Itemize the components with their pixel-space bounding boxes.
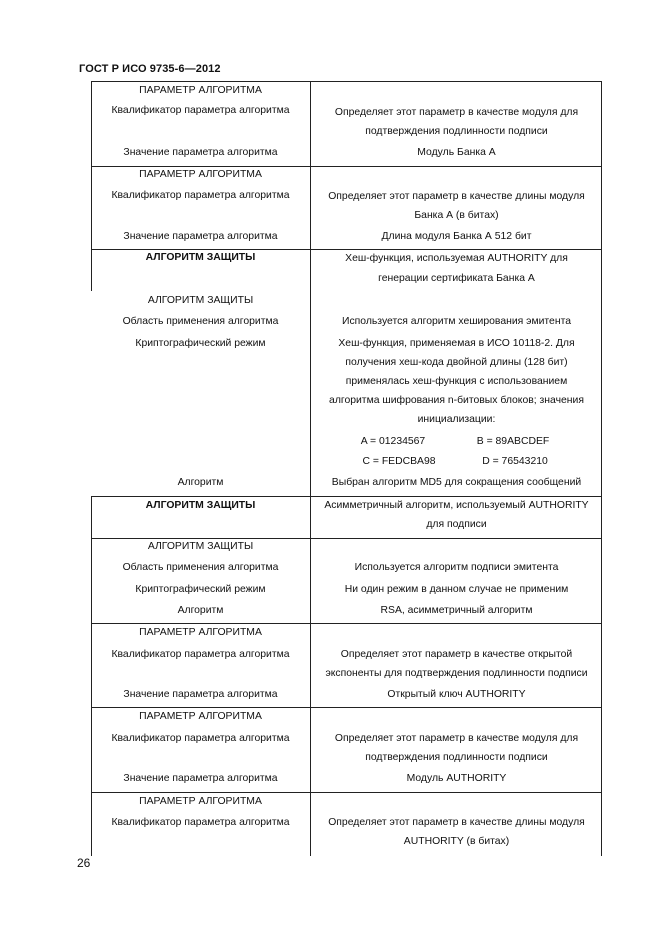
- qualifier-value: Определяет этот параметр в качестве открытой: [340, 649, 573, 660]
- qualifier-label: Квалификатор параметра алгоритма: [111, 733, 290, 744]
- qualifier-value: Определяет этот параметр в качестве модуля для: [334, 107, 579, 118]
- row-separator: [91, 249, 602, 250]
- crypto-mode-value: Хеш-функция, применяемая в ИСО 10118-2. Для: [338, 338, 575, 349]
- security-algorithm-title: АЛГОРИТМ ЗАЩИТЫ: [145, 252, 256, 263]
- security-algorithm-title: АЛГОРИТМ ЗАЩИТЫ: [145, 500, 256, 511]
- crypto-mode-label: Криптографический режим: [135, 338, 266, 349]
- value-label: Значение параметра алгоритма: [123, 689, 278, 700]
- qualifier-label: Квалификатор параметра алгоритма: [111, 649, 290, 660]
- param-heading: ПАРАМЕТР АЛГОРИТМА: [139, 711, 262, 722]
- crypto-mode-value: инициализации:: [417, 414, 496, 425]
- qualifier-label: Квалификатор параметра алгоритма: [111, 105, 290, 116]
- param-heading: ПАРАМЕТР АЛГОРИТМА: [139, 627, 262, 638]
- document-title: ГОСТ Р ИСО 9735-6—2012: [79, 63, 221, 75]
- algorithm-value: RSA, асимметричный алгоритм: [380, 605, 533, 616]
- row-separator: [91, 166, 602, 167]
- value-label: Значение параметра алгоритма: [123, 147, 278, 158]
- qualifier-label: Квалификатор параметра алгоритма: [111, 817, 290, 828]
- value-value: Модуль AUTHORITY: [406, 773, 507, 784]
- algorithm-label: Алгоритм: [177, 605, 224, 616]
- row-separator: [91, 792, 602, 793]
- qualifier-label: Квалификатор параметра алгоритма: [111, 190, 290, 201]
- param-heading: ПАРАМЕТР АЛГОРИТМА: [139, 169, 262, 180]
- value-label: Значение параметра алгоритма: [123, 231, 278, 242]
- init-value-b: B = 89ABCDEF: [476, 436, 550, 447]
- scope-label: Область применения алгоритма: [122, 562, 279, 573]
- security-algorithm-subheading: АЛГОРИТМ ЗАЩИТЫ: [147, 295, 254, 306]
- qualifier-value: Определяет этот параметр в качестве длины модуля: [328, 817, 585, 828]
- page-number: 26: [77, 856, 91, 870]
- crypto-mode-value: алгоритма шифрования n-битовых блоков; значения: [329, 395, 584, 406]
- security-algorithm-desc: генерации сертификата Банка А: [378, 273, 535, 284]
- security-algorithm-desc: для подписи: [426, 519, 487, 530]
- scope-label: Область применения алгоритма: [122, 316, 279, 327]
- qualifier-value: экспоненты для подтверждения подлинности подписи: [325, 668, 588, 679]
- table-top-border: [91, 81, 602, 82]
- init-value-a: A = 01234567: [360, 436, 426, 447]
- qualifier-value: подтверждения подлинности подписи: [365, 752, 548, 763]
- row-separator: [91, 623, 602, 624]
- scope-value: Используется алгоритм подписи эмитента: [354, 562, 559, 573]
- qualifier-value: Определяет этот параметр в качестве модуля для: [334, 733, 579, 744]
- scope-value: Используется алгоритм хеширования эмитента: [341, 316, 571, 327]
- value-value: Модуль Банка А: [417, 147, 496, 158]
- row-separator: [91, 707, 602, 708]
- crypto-mode-value: применялась хеш-функция с использованием: [345, 376, 568, 387]
- qualifier-value: AUTHORITY (в битах): [403, 836, 510, 847]
- crypto-mode-value: Ни один режим в данном случае не применим: [344, 584, 569, 595]
- algorithm-value: Выбран алгоритм MD5 для сокращения сообщений: [331, 477, 582, 488]
- value-label: Значение параметра алгоритма: [123, 773, 278, 784]
- row-separator: [91, 538, 602, 539]
- security-algorithm-desc: Хеш-функция, используемая AUTHORITY для: [345, 253, 568, 264]
- value-value: Открытый ключ AUTHORITY: [387, 689, 526, 700]
- param-heading: ПАРАМЕТР АЛГОРИТМА: [139, 85, 262, 96]
- algorithm-label: Алгоритм: [177, 477, 224, 488]
- qualifier-value: подтверждения подлинности подписи: [365, 126, 548, 137]
- row-separator: [91, 496, 602, 497]
- crypto-mode-value: получения хеш-кода двойной длины (128 бит): [345, 357, 568, 368]
- qualifier-value: Определяет этот параметр в качестве длины модуля: [328, 191, 585, 202]
- qualifier-value: Банка А (в битах): [414, 210, 499, 221]
- value-value: Длина модуля Банка А 512 бит: [381, 231, 532, 242]
- security-algorithm-desc: Асимметричный алгоритм, используемый AUTHORITY: [324, 500, 589, 511]
- param-heading: ПАРАМЕТР АЛГОРИТМА: [139, 796, 262, 807]
- init-value-c: C = FEDCBA98: [362, 456, 436, 467]
- init-value-d: D = 76543210: [482, 456, 548, 467]
- security-algorithm-subheading: АЛГОРИТМ ЗАЩИТЫ: [147, 541, 254, 552]
- crypto-mode-label: Криптографический режим: [135, 584, 266, 595]
